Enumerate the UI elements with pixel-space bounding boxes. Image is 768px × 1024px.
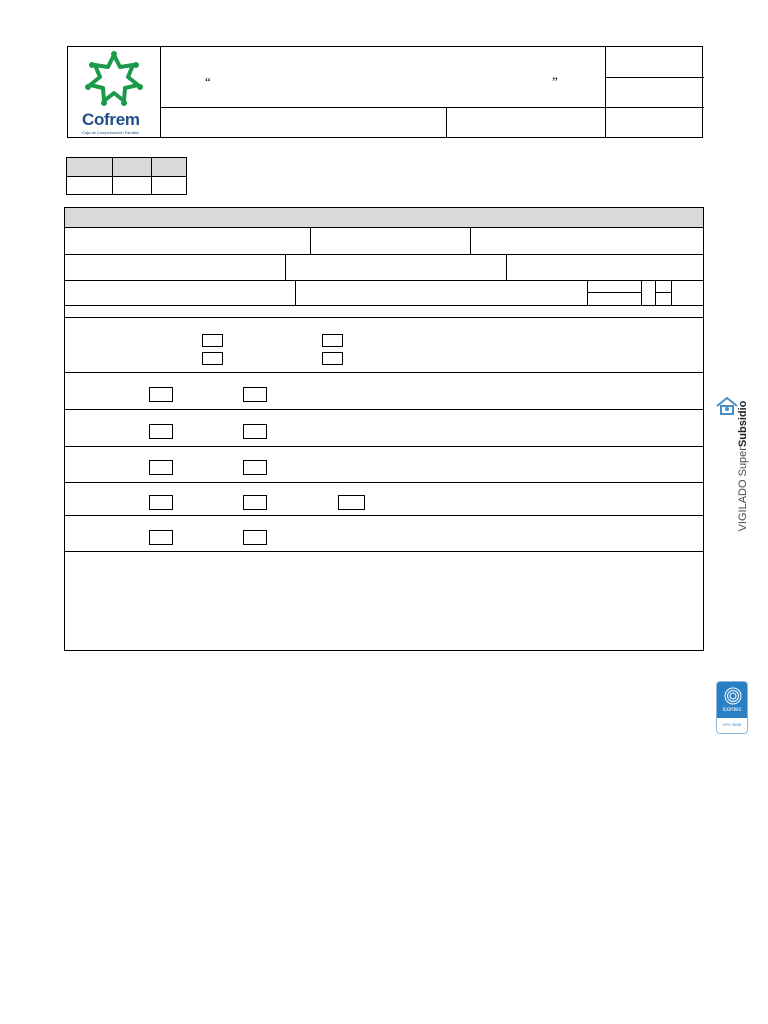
q2-checkbox-a[interactable] bbox=[149, 424, 173, 439]
brand-name: Cofrem bbox=[82, 110, 140, 129]
q1-checkbox-a[interactable] bbox=[149, 387, 173, 402]
icontec-certification-badge bbox=[716, 681, 748, 734]
certifier-name: icontec bbox=[722, 707, 742, 713]
q2-checkbox-b[interactable] bbox=[243, 424, 267, 439]
q3-checkbox-a[interactable] bbox=[149, 460, 173, 475]
title-open-quote: “ bbox=[205, 74, 211, 89]
small-info-grid bbox=[66, 157, 187, 195]
q5-checkbox-a[interactable] bbox=[149, 530, 173, 545]
q4-checkbox-c[interactable] bbox=[338, 495, 365, 510]
q4-checkbox-b[interactable] bbox=[243, 495, 267, 510]
cofrem-emblem-icon bbox=[68, 47, 160, 109]
title-close-quote: ” bbox=[552, 74, 558, 89]
vigilado-supersubsidio-label: VIGILADO SuperSubsidio bbox=[737, 400, 749, 532]
option-checkbox-1[interactable] bbox=[202, 334, 223, 347]
q5-checkbox-b[interactable] bbox=[243, 530, 267, 545]
main-form bbox=[64, 207, 704, 651]
q3-checkbox-b[interactable] bbox=[243, 460, 267, 475]
observations-area[interactable] bbox=[65, 552, 703, 650]
option-checkbox-4[interactable] bbox=[322, 352, 343, 365]
option-checkbox-2[interactable] bbox=[322, 334, 343, 347]
q1-checkbox-b[interactable] bbox=[243, 387, 267, 402]
brand-tagline: Caja de Compensación Familiar bbox=[82, 130, 139, 135]
certifier-standard: NTC 5555 bbox=[722, 722, 742, 727]
document-header bbox=[67, 46, 703, 138]
fingerprint-icon bbox=[717, 684, 748, 708]
supersubsidio-house-icon bbox=[715, 396, 739, 416]
option-checkbox-3[interactable] bbox=[202, 352, 223, 365]
q4-checkbox-a[interactable] bbox=[149, 495, 173, 510]
company-logo bbox=[68, 47, 160, 138]
form-section-header bbox=[65, 208, 703, 227]
